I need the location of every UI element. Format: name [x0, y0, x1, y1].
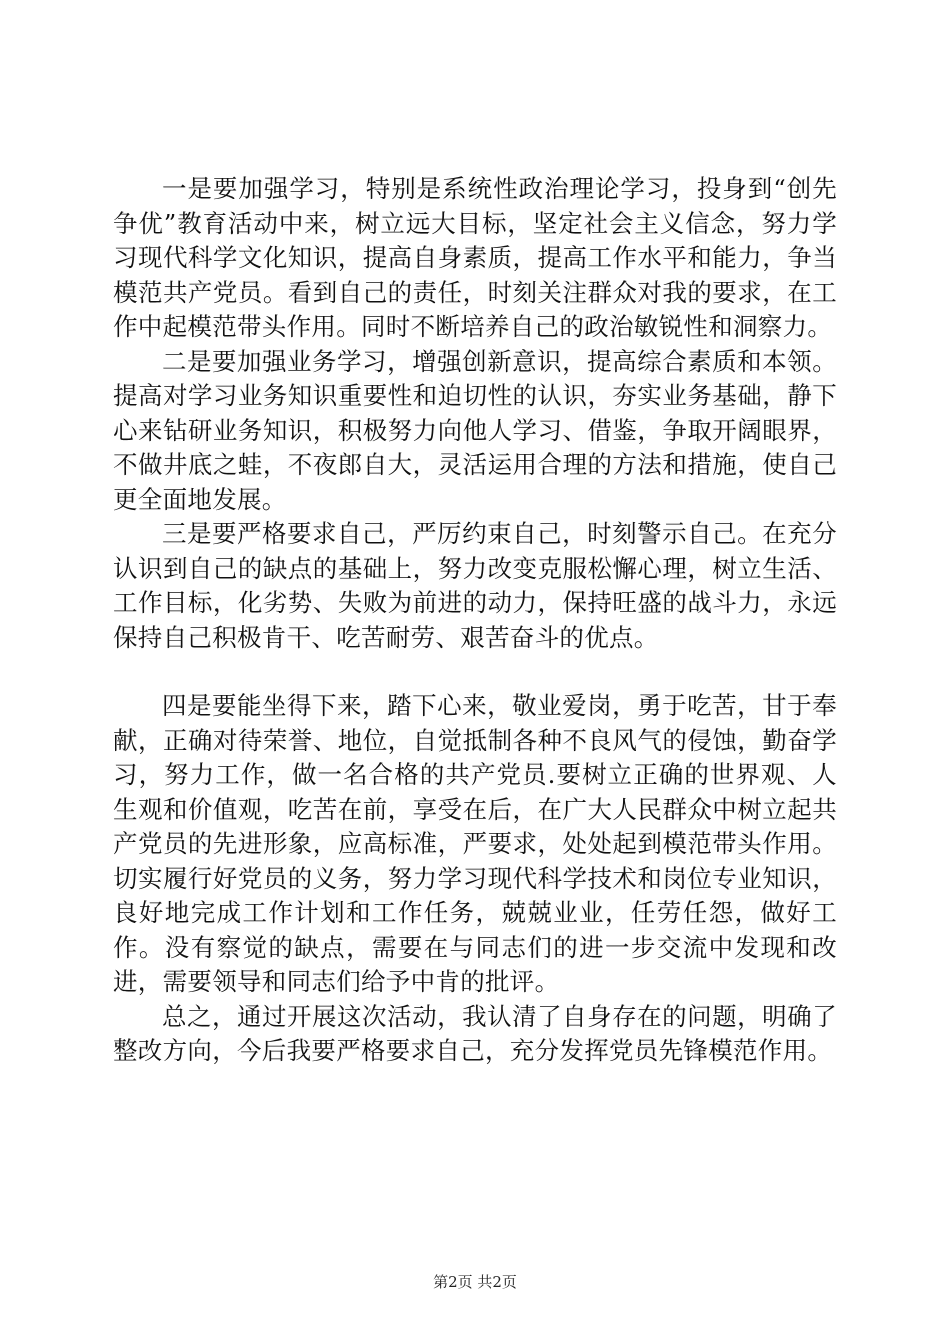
paragraph-1: 一是要加强学习，特别是系统性政治理论学习，投身到“创先争优”教育活动中来，树立远大目标，坚定社会主义信念，努力学习现代科学文化知识，提高自身素质，提高工作水平和能力，争当模范共产党员。看到自己的责任，时刻关注群众对我的要求，在工作中起模范带头作用。同时不断培养自己的政治敏锐性和洞察力。: [113, 174, 837, 341]
paragraph-4: 四是要能坐得下来，踏下心来，敬业爱岗，勇于吃苦，甘于奉献，正确对待荣誉、地位，自觉抵制各种不良风气的侵蚀，勤奋学习，努力工作，做一名合格的共产党员.要树立正确的世界观、人生观和价值观，吃苦在前，享受在后，在广大人民群众中树立起共产党员的先进形象，应高标准，严要求，处处起到模范带头作用。切实履行好党员的义务，努力学习现代科学技术和岗位专业知识，良好地完成工作计划和工作任务，兢兢业业，任劳任怨，做好工作。没有察觉的缺点，需要在与同志们的进一步交流中发现和改进，需要领导和同志们给予中肯的批评。: [113, 691, 837, 996]
paragraph-2: 二是要加强业务学习，增强创新意识，提高综合素质和本领。提高对学习业务知识重要性和迫切性的认识，夯实业务基础，静下心来钻研业务知识，积极努力向他人学习、借鉴，争取开阔眼界，不做井底之蛙，不夜郎自大，灵活运用合理的方法和措施，使自己更全面地发展。: [113, 346, 837, 514]
page-number-footer: 第2页 共2页: [433, 1273, 517, 1291]
document-body: [113, 172, 837, 1069]
paragraph-3: 三是要严格要求自己，严厉约束自己，时刻警示自己。在充分认识到自己的缺点的基础上，努力改变克服松懈心理，树立生活、工作目标，化劣势、失败为前进的动力，保持旺盛的战斗力，永远保持自己积极肯干、吃苦耐劳、艰苦奋斗的优点。: [113, 519, 837, 652]
paragraph-spacer: [113, 655, 837, 689]
paragraph-5: 总之，通过开展这次活动，我认清了自身存在的问题，明确了整改方向，今后我要严格要求自己，充分发挥党员先锋模范作用。: [113, 1001, 837, 1065]
